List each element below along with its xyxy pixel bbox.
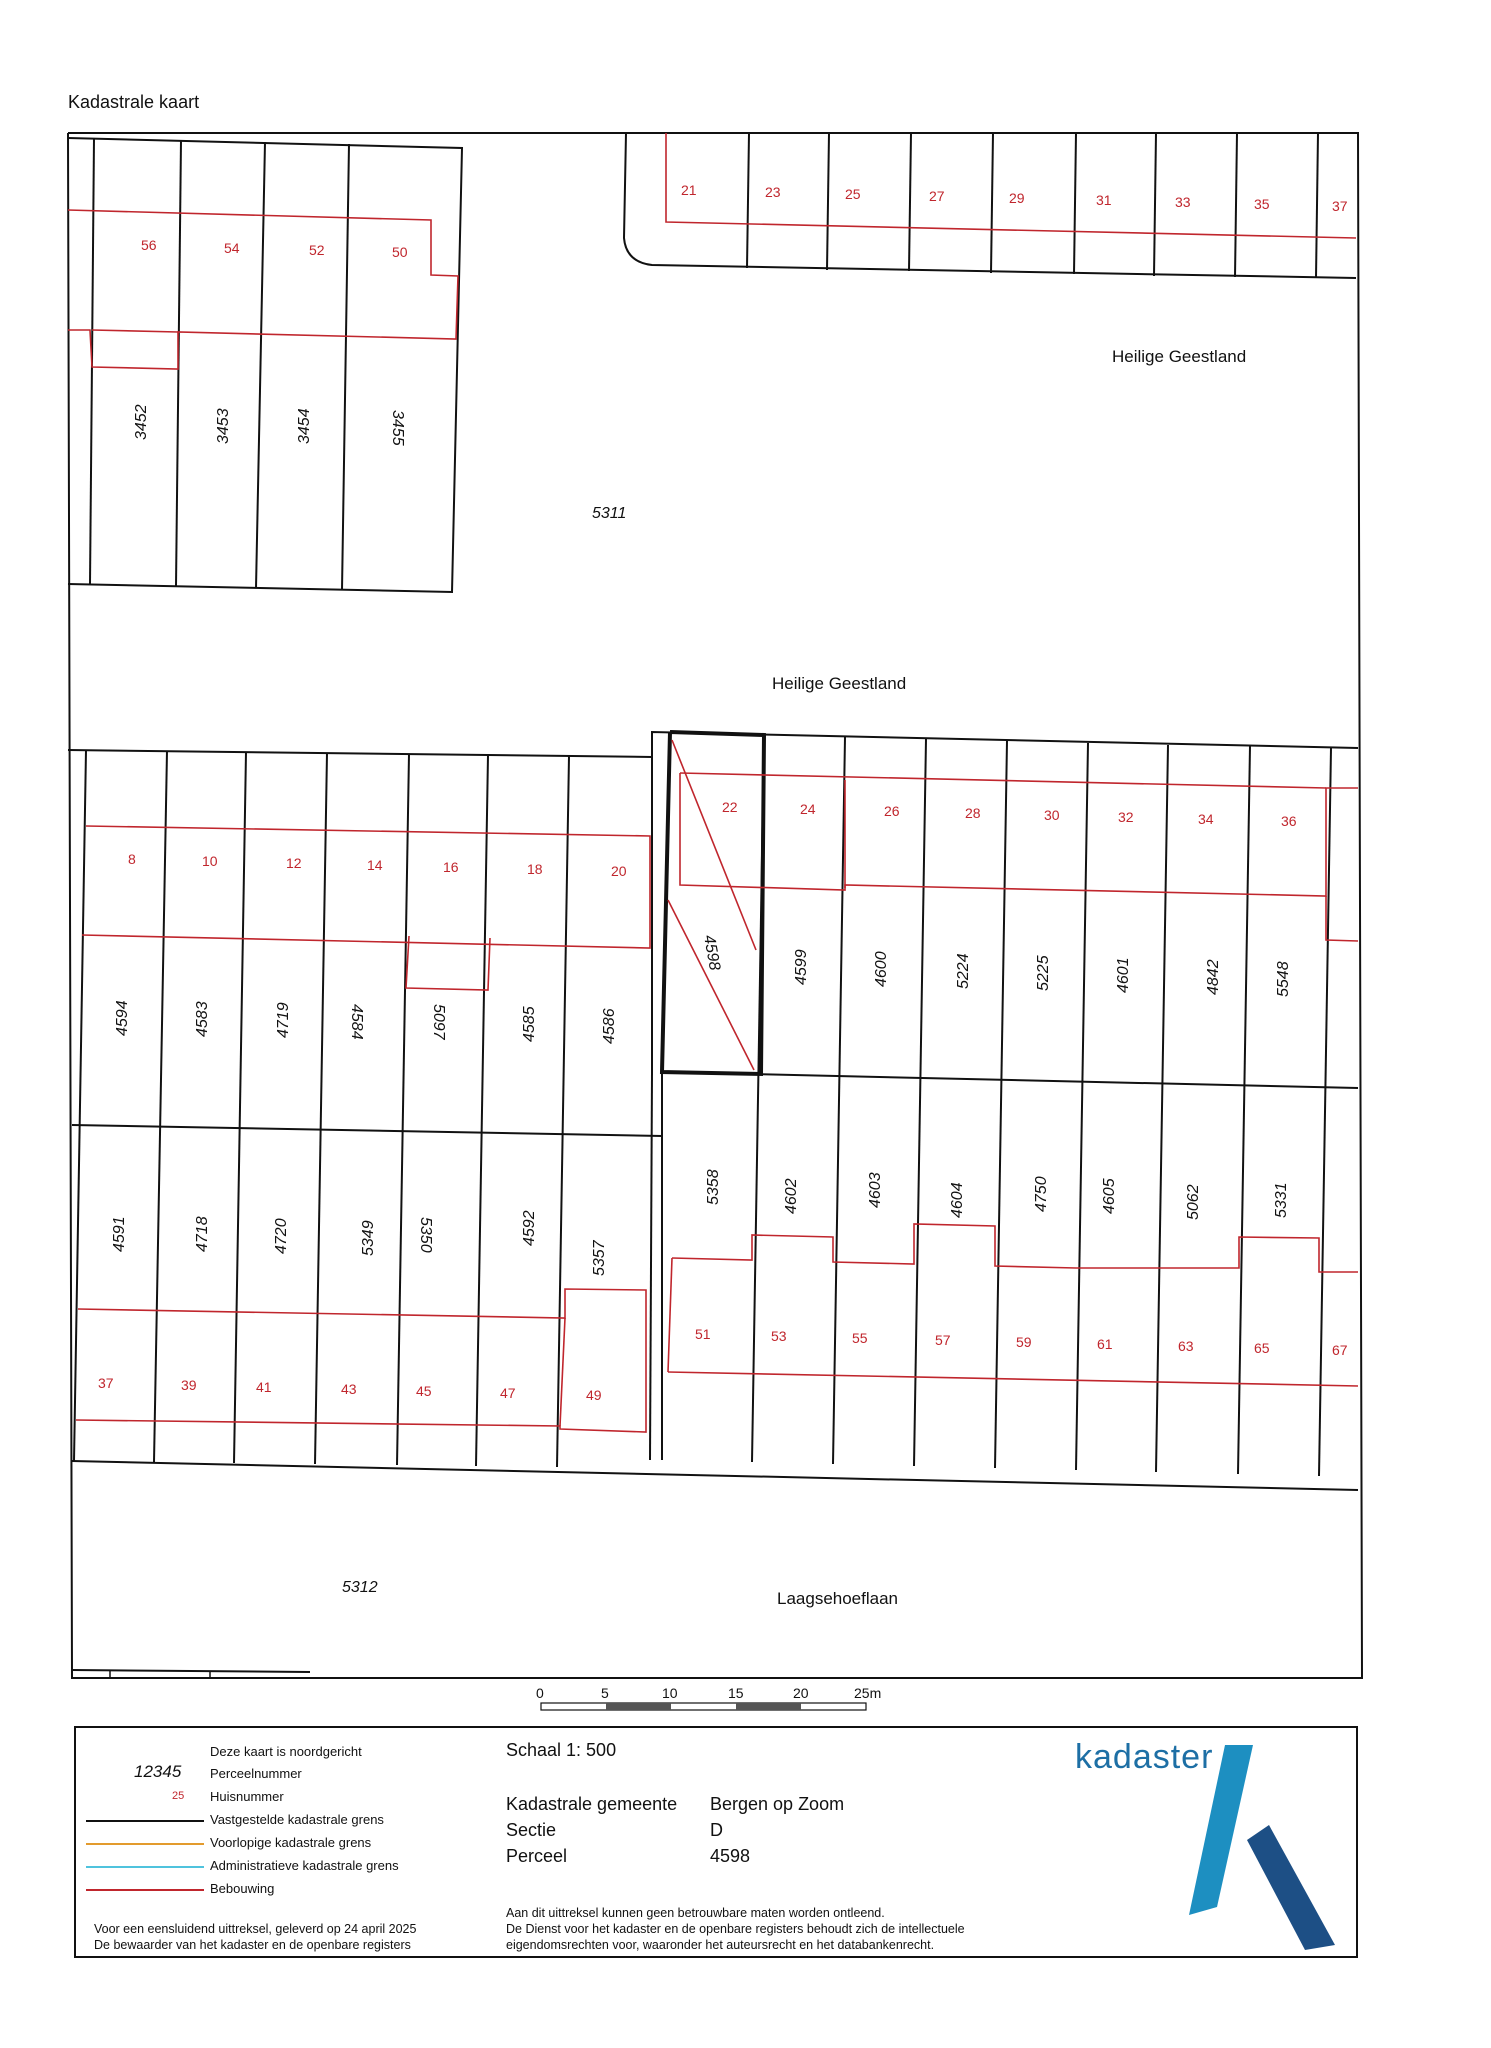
- parcel-number: 4591: [111, 1216, 128, 1252]
- house-number: 36: [1281, 813, 1297, 829]
- parcel-number: 5331: [1273, 1182, 1290, 1218]
- house-number: 51: [695, 1326, 711, 1342]
- house-number: 32: [1118, 809, 1134, 825]
- house-number: 24: [800, 801, 816, 817]
- parcel-number: 5062: [1185, 1184, 1202, 1220]
- legend-line-fixed: [86, 1820, 204, 1822]
- page-title: Kadastrale kaart: [68, 92, 200, 112]
- municipality-value: Bergen op Zoom: [710, 1794, 845, 1814]
- kadaster-logo-icon: [1175, 1745, 1345, 1955]
- parcel-number-5311: 5311: [592, 505, 627, 522]
- parcel-number: 3454: [296, 408, 313, 444]
- parcel-number: 5350: [417, 1217, 434, 1253]
- footer-left-2: De bewaarder van het kadaster en de openbare registers: [94, 1938, 411, 1952]
- nw-block: [68, 138, 462, 592]
- parcel-number: 4602: [783, 1178, 800, 1214]
- section-value: D: [710, 1820, 723, 1840]
- disclaimer-1: Aan dit uittreksel kunnen geen betrouwbare maten worden ontleend.: [506, 1906, 885, 1920]
- house-number: 33: [1175, 194, 1191, 210]
- parcel-number: 4585: [521, 1006, 538, 1042]
- parcel-number: 3453: [215, 408, 232, 444]
- parcel-number: 4599: [793, 949, 810, 985]
- house-number: 41: [256, 1379, 272, 1395]
- house-number: 21: [681, 182, 697, 198]
- house-number: 27: [929, 188, 945, 204]
- house-number: 63: [1178, 1338, 1194, 1354]
- house-number: 23: [765, 184, 781, 200]
- parcel-number: 5224: [955, 953, 972, 989]
- parcel-number: 5357: [591, 1240, 608, 1276]
- parcel-number: 4604: [949, 1182, 966, 1218]
- scale-bar: [536, 1685, 881, 1710]
- legend-parcel-label: Perceelnummer: [210, 1766, 302, 1781]
- house-number: 16: [443, 859, 459, 875]
- house-number: 37: [1332, 198, 1348, 214]
- house-number: 67: [1332, 1342, 1348, 1358]
- house-number: 56: [141, 237, 157, 253]
- house-number: 31: [1096, 192, 1112, 208]
- middle-block: [68, 732, 1358, 1490]
- parcel-number: 4583: [194, 1001, 211, 1037]
- house-number: 65: [1254, 1340, 1270, 1356]
- house-number: 50: [392, 244, 408, 260]
- parcel-number: 4586: [601, 1008, 618, 1044]
- street-label-top-right: Heilige Geestland: [1112, 347, 1247, 366]
- parcel-number-5312: 5312: [342, 1579, 378, 1596]
- house-number: 12: [286, 855, 302, 871]
- parcel-number: 5358: [705, 1169, 722, 1205]
- parcel-number: 5548: [1275, 961, 1292, 997]
- parcel-label: Perceel: [506, 1846, 568, 1866]
- legend-line-provisional: [86, 1843, 204, 1845]
- parcel-number: 4600: [873, 951, 890, 987]
- scale-label: 5: [601, 1685, 609, 1701]
- house-number: 35: [1254, 196, 1270, 212]
- street-label-middle: Heilige Geestland: [772, 674, 907, 693]
- parcel-number: 5097: [430, 1004, 447, 1040]
- house-number: 29: [1009, 190, 1025, 206]
- parcel-number: 4750: [1033, 1176, 1050, 1212]
- disclaimer-2: De Dienst voor het kadaster en de openbare registers behoudt zich de intellectuele: [506, 1922, 965, 1936]
- house-number: 8: [128, 851, 136, 867]
- legend-line-building-label: Bebouwing: [210, 1881, 275, 1896]
- legend-line-admin: [86, 1866, 204, 1868]
- house-number: 39: [181, 1377, 197, 1393]
- house-number: 57: [935, 1332, 951, 1348]
- house-number: 34: [1198, 811, 1214, 827]
- parcel-number: 4601: [1115, 957, 1132, 993]
- legend-line-fixed-label: Vastgestelde kadastrale grens: [210, 1812, 384, 1827]
- sample-parcel-number: 12345: [134, 1762, 182, 1781]
- scale-label: 25m: [854, 1685, 882, 1701]
- parcel-number: 4842: [1205, 959, 1222, 995]
- street-labels: [772, 347, 1246, 1608]
- house-number: 14: [367, 857, 383, 873]
- parcel-number: 4718: [194, 1216, 211, 1252]
- house-number: 45: [416, 1383, 432, 1399]
- parcel-number: 5225: [1035, 955, 1052, 991]
- kadaster-logo-wordmark: kadaster: [1075, 1738, 1214, 1776]
- house-number: 26: [884, 803, 900, 819]
- parcel-number: 4603: [867, 1172, 884, 1208]
- parcel-number: 4605: [1101, 1178, 1118, 1214]
- disclaimer-3: eigendomsrechten voor, waaronder het auteursrecht en het databankenrecht.: [506, 1938, 935, 1952]
- house-number: 20: [611, 863, 627, 879]
- house-number: 55: [852, 1330, 868, 1346]
- house-number: 59: [1016, 1334, 1032, 1350]
- legend-line-admin-label: Administratieve kadastrale grens: [210, 1858, 399, 1873]
- house-number: 53: [771, 1328, 787, 1344]
- house-number: 22: [722, 799, 738, 815]
- house-number: 61: [1097, 1336, 1113, 1352]
- legend-house-label: Huisnummer: [210, 1789, 284, 1804]
- scale-text: Schaal 1: 500: [506, 1740, 617, 1760]
- house-number: 54: [224, 240, 240, 256]
- sample-house-number: 25: [172, 1790, 185, 1802]
- parcel-number: 3452: [133, 404, 150, 440]
- scale-label: 0: [536, 1685, 544, 1701]
- house-number: 37: [98, 1375, 114, 1391]
- house-number: 25: [845, 186, 861, 202]
- house-number: 43: [341, 1381, 357, 1397]
- house-number: 28: [965, 805, 981, 821]
- parcel-number: 4584: [348, 1004, 365, 1040]
- parcel-number: 5349: [360, 1220, 377, 1256]
- parcel-value: 4598: [710, 1846, 751, 1866]
- north-note: Deze kaart is noordgericht: [210, 1744, 362, 1759]
- house-number: 52: [309, 242, 325, 258]
- scale-label: 20: [793, 1685, 809, 1701]
- legend-line-provisional-label: Voorlopige kadastrale grens: [210, 1835, 372, 1850]
- section-label: Sectie: [506, 1820, 557, 1840]
- selected-parcel-4598: [662, 732, 764, 1074]
- house-number: 47: [500, 1385, 516, 1401]
- parcel-number: 3455: [389, 410, 406, 446]
- parcel-number: 4720: [273, 1218, 290, 1254]
- house-number: 10: [202, 853, 218, 869]
- scale-label: 10: [662, 1685, 678, 1701]
- parcel-number: 4594: [114, 1000, 131, 1036]
- legend-line-building: [86, 1889, 204, 1891]
- ne-block: [624, 133, 1356, 278]
- scale-label: 15: [728, 1685, 744, 1701]
- house-number: 49: [586, 1387, 602, 1403]
- street-label-bottom: Laagsehoeflaan: [777, 1589, 899, 1608]
- parcel-number-4598: 4598: [700, 933, 723, 972]
- parcel-number: 4592: [521, 1210, 538, 1246]
- footer-left-1: Voor een eensluidend uittreksel, geleverd op 24 april 2025: [94, 1922, 417, 1936]
- parcel-number: 4719: [275, 1002, 292, 1038]
- municipality-label: Kadastrale gemeente: [506, 1794, 678, 1814]
- house-number: 18: [527, 861, 543, 877]
- house-number: 30: [1044, 807, 1060, 823]
